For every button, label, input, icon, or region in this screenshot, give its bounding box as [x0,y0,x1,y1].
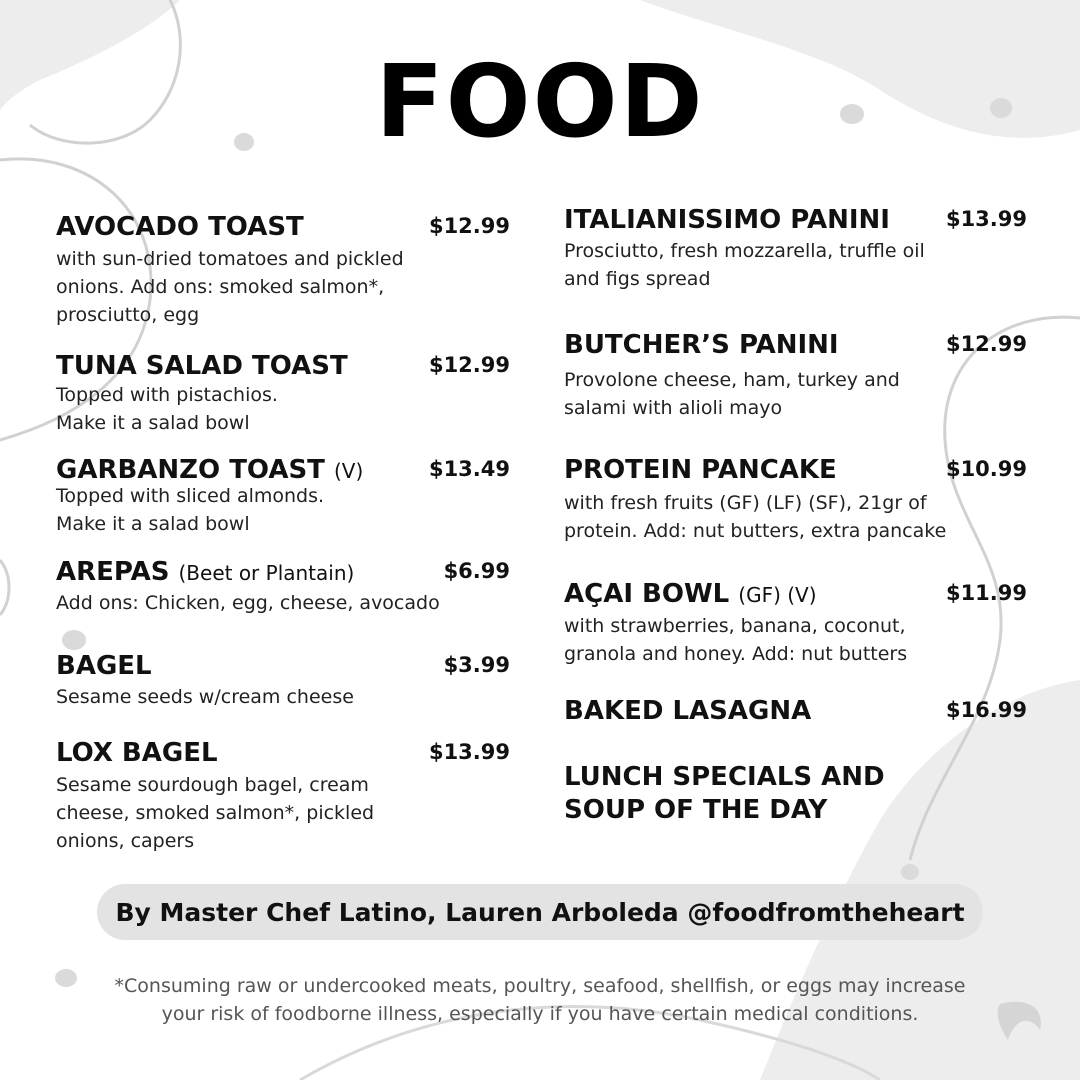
item-price: $12.99 [428,353,510,377]
item-name: ITALIANISSIMO PANINI [564,205,890,235]
item-name: BAGEL [56,651,152,681]
item-price: $3.99 [443,653,510,677]
item-description: Add ons: Chicken, egg, cheese, avocado [56,592,440,614]
item-description: Sesame seeds w/cream cheese [56,686,354,708]
item-description: Topped with pistachios. Make it a salad bowl [56,384,278,434]
menu-item-arepas [56,559,510,623]
item-qualifier: (Beet or Plantain) [178,561,355,585]
item-price: $16.99 [945,698,1027,722]
item-price: $13.49 [428,457,510,481]
menu-item-lox-bagel [56,740,510,860]
item-qualifier: (GF) (V) [738,583,817,607]
item-name: LOX BAGEL [56,738,218,768]
item-price: $12.99 [945,332,1027,356]
item-name: GARBANZO TOAST (V) [56,455,364,485]
item-description: Sesame sourdough bagel, cream cheese, smoked salmon*, pickled onions, capers [56,774,375,852]
dot-4 [62,630,86,650]
menu-item-avocado-toast [56,214,510,334]
menu-item-italianissimo-panini [564,207,1027,297]
item-name: TUNA SALAD TOAST [56,351,348,381]
dot-5 [55,969,77,987]
item-name: AÇAI BOWL (GF) (V) [564,579,817,609]
item-price: $6.99 [443,559,510,583]
menu-title: FOOD [375,43,705,160]
item-price: $11.99 [945,581,1027,605]
item-name: AREPAS (Beet or Plantain) [56,557,355,587]
item-name: PROTEIN PANCAKE [564,455,837,485]
menu-item-acai-bowl [564,581,1027,671]
menu-item-baked-lasagna [564,698,1027,728]
menu-item-lunch-specials [564,762,1027,829]
left-edge-arc [0,560,9,615]
chef-credit-text: By Master Chef Latino, Lauren Arboleda @foodfromtheheart [115,897,965,927]
menu-item-garbanzo-toast [56,457,510,547]
menu-item-butchers-panini [564,332,1027,422]
health-disclaimer: *Consuming raw or undercooked meats, poultry, seafood, shellfish, or eggs may increase your risk of foodborne illness, especially if you have certain medical conditions. [114,975,966,1025]
item-price: $10.99 [945,457,1027,481]
menu-item-tuna-salad-toast [56,353,510,443]
dot-6 [901,864,919,880]
item-description: Prosciutto, fresh mozzarella, truffle oil and figs spread [564,240,925,290]
item-price: $12.99 [428,214,510,238]
item-name: AVOCADO TOAST [56,212,304,242]
item-price: $13.99 [945,207,1027,231]
menu-item-bagel [56,653,510,717]
item-description: with strawberries, banana, coconut, granola and honey. Add: nut butters [564,615,908,665]
item-price: $13.99 [428,740,510,764]
item-description: Topped with sliced almonds. Make it a salad bowl [56,485,325,535]
item-description: with sun-dried tomatoes and pickled onions. Add ons: smoked salmon*, prosciutto, egg [56,248,404,326]
item-description: with fresh fruits (GF) (LF) (SF), 21gr of protein. Add: nut butters, extra pancake [564,492,947,542]
item-name: BAKED LASAGNA [564,696,812,726]
item-description: Provolone cheese, ham, turkey and salami with alioli mayo [564,369,900,419]
menu-item-protein-pancake [564,457,1027,547]
item-name: LUNCH SPECIALS AND SOUP OF THE DAY [564,762,885,825]
chef-credit-banner [97,884,983,940]
item-qualifier: (V) [333,459,364,483]
item-name: BUTCHER’S PANINI [564,330,839,360]
